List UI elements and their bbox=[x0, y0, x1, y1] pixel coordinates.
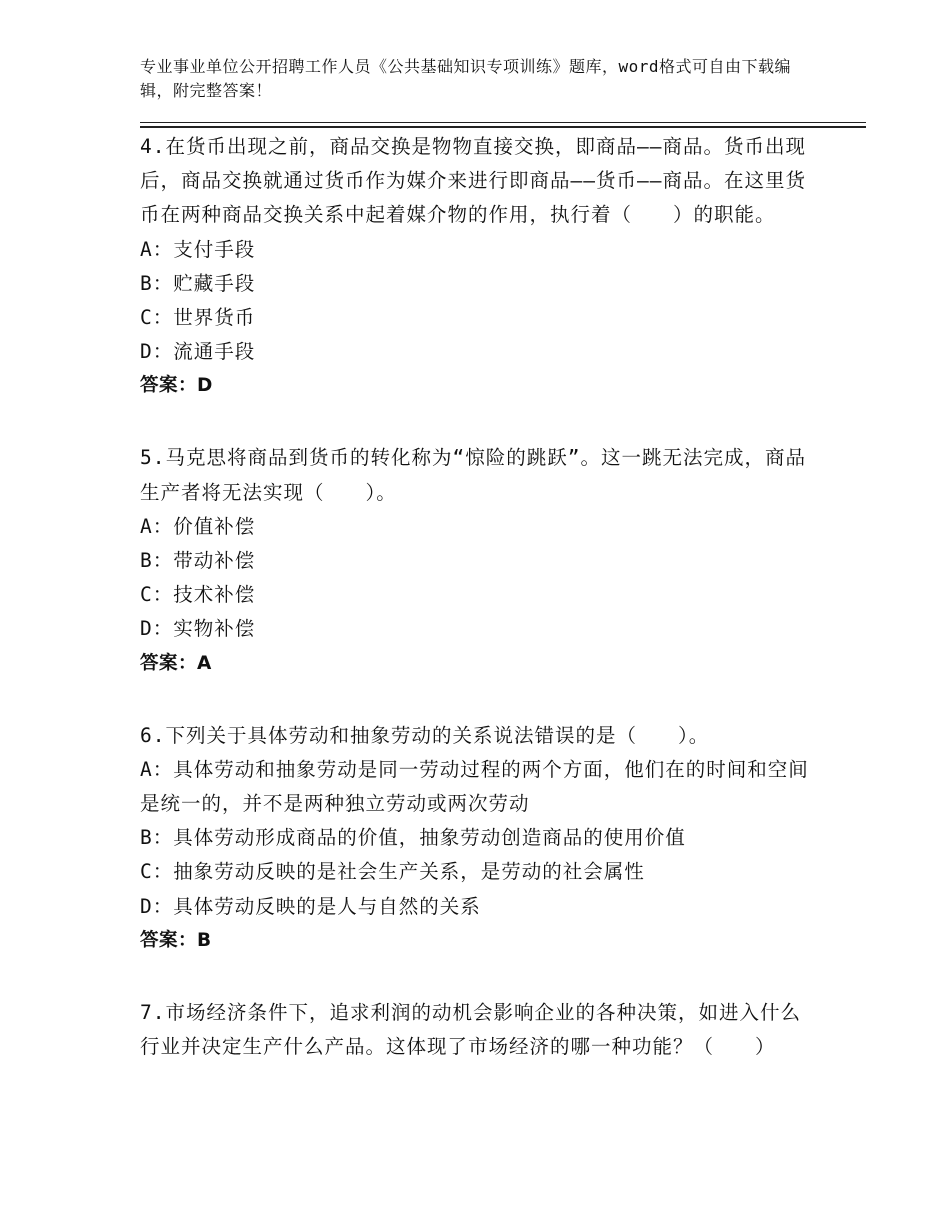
answer-label: 答案：D bbox=[140, 375, 213, 397]
option-d: D：具体劳动反映的是人与自然的关系 bbox=[140, 894, 481, 918]
option-b: B：具体劳动形成商品的价值，抽象劳动创造商品的使用价值 bbox=[140, 826, 686, 850]
question-6 bbox=[140, 719, 810, 958]
option-a: A：价值补偿 bbox=[140, 514, 256, 538]
question-4 bbox=[140, 130, 810, 403]
question-spacer bbox=[140, 403, 810, 441]
question-5 bbox=[140, 441, 810, 680]
question-list bbox=[140, 130, 810, 1064]
question-stem: 4.在货币出现之前，商品交换是物物直接交换，即商品——商品。货币出现后，商品交换就通过货币作为媒介来进行即商品——货币——商品。在这里货币在两种商品交换关系中起着媒介物的作用，执行着（ ）的职能。 bbox=[140, 135, 806, 227]
question-7 bbox=[140, 996, 810, 1064]
option-c: C：世界货币 bbox=[140, 306, 256, 330]
question-stem: 7.市场经济条件下，追求利润的动机会影响企业的各种决策，如进入什么行业并决定生产什么产品。这体现了市场经济的哪一种功能？（ ） bbox=[140, 1000, 801, 1059]
option-c: C：技术补偿 bbox=[140, 583, 256, 607]
document-header: 专业事业单位公开招聘工作人员《公共基础知识专项训练》题库，word格式可自由下载编辑，附完整答案！ bbox=[140, 57, 792, 100]
answer-label: 答案：A bbox=[140, 652, 212, 674]
header-rule-thin bbox=[140, 122, 866, 123]
question-spacer bbox=[140, 958, 810, 996]
question-stem: 6.下列关于具体劳动和抽象劳动的关系说法错误的是（ ）。 bbox=[140, 723, 710, 747]
question-stem: 5.马克思将商品到货币的转化称为“惊险的跳跃”。这一跳无法完成，商品生产者将无法实现（ ）。 bbox=[140, 446, 806, 504]
answer-label: 答案：B bbox=[140, 929, 212, 951]
question-spacer bbox=[140, 681, 810, 719]
option-d: D：流通手段 bbox=[140, 340, 256, 364]
option-a: A：具体劳动和抽象劳动是同一劳动过程的两个方面，他们在的时间和空间是统一的，并不是两种独立劳动或两次劳动 bbox=[140, 757, 809, 816]
option-c: C：抽象劳动反映的是社会生产关系，是劳动的社会属性 bbox=[140, 860, 645, 884]
option-d: D：实物补偿 bbox=[140, 617, 256, 641]
option-b: B：带动补偿 bbox=[140, 549, 256, 573]
option-b: B：贮藏手段 bbox=[140, 271, 256, 295]
header-rule-thick bbox=[140, 126, 866, 128]
option-a: A：支付手段 bbox=[140, 237, 256, 261]
